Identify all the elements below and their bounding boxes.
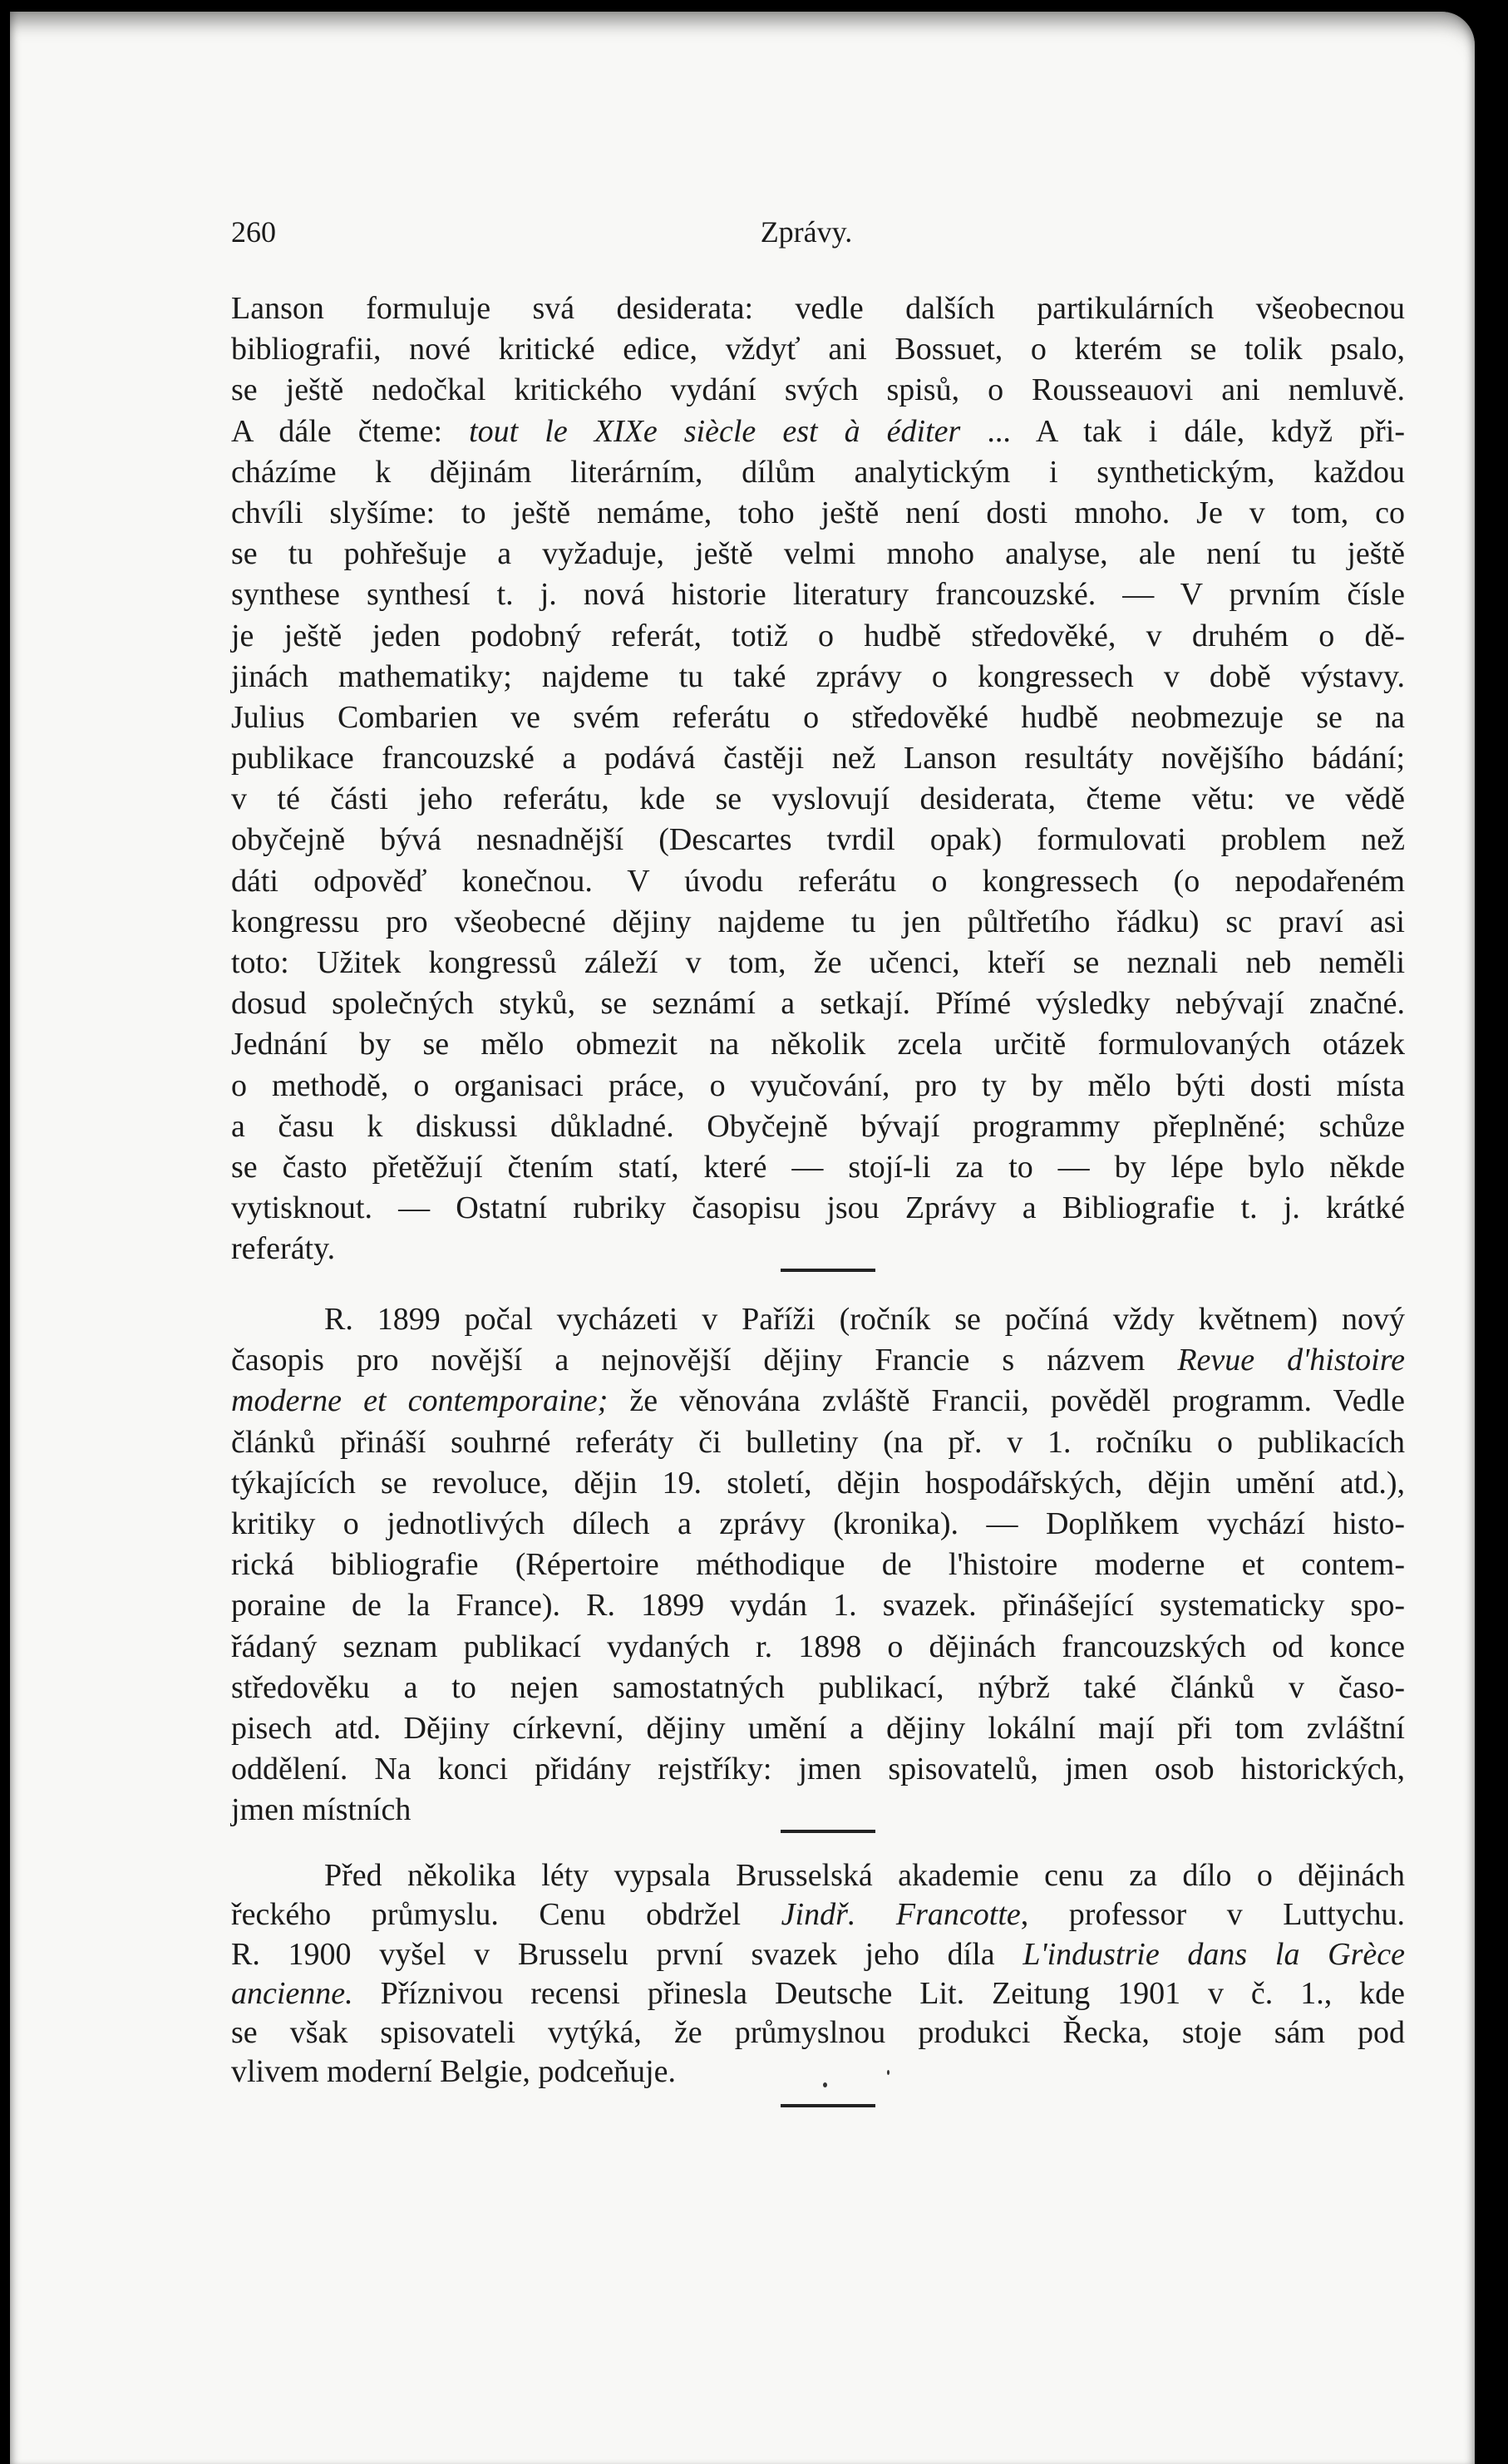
- text-segment: A dále čteme:: [231, 413, 470, 449]
- text-segment: kongressu pro všeobecné dějiny najdeme tu jen půltřetího řádku) sc praví asi: [231, 904, 1405, 939]
- text-line: [231, 1229, 1405, 1269]
- text-segment: referáty.: [231, 1231, 336, 1267]
- italic-title-text: L'industrie dans la Grèce: [1023, 1936, 1405, 1972]
- text-line: [231, 1463, 1405, 1504]
- text-line: [231, 1749, 1405, 1790]
- text-line: [231, 657, 1405, 697]
- text-line: [231, 493, 1405, 534]
- text-line: [231, 329, 1405, 370]
- text-segment: a času k diskussi důkladné. Obyčejně bývají programmy přeplněné; schůze: [231, 1108, 1405, 1144]
- text-segment: Julius Combarien ve svém referátu o středověké hudbě neobmezuje se na: [231, 699, 1405, 735]
- italic-title-text: ancienne.: [231, 1975, 353, 2011]
- text-line: [231, 779, 1405, 820]
- text-segment: toto: Užitek kongressů záleží v tom, že učenci, kteří se neznali neb neměli: [231, 945, 1405, 980]
- text-segment: je ještě jeden podobný referát, totiž o hudbě středověké, v druhém o dě-: [231, 618, 1405, 653]
- text-segment: publikace francouzské a podává častěji než Lanson resultáty novějšího bádání;: [231, 741, 1405, 776]
- ink-speck: [887, 2070, 890, 2075]
- page-header: [231, 214, 1405, 256]
- text-segment: cházíme k dějinám literárním, dílům analytickým i synthetickým, každou: [231, 454, 1405, 490]
- text-segment: vytisknout. — Ostatní rubriky časopisu jsou Zprávy a Bibliografie t. j. krátké: [231, 1190, 1405, 1226]
- text-segment: jmen místních: [231, 1792, 411, 1828]
- text-segment: že věnována zvláště Francii, pověděl programm. Vedle: [608, 1383, 1405, 1419]
- text-segment: středověku a to nejen samostatných publikací, nýbrž také článků v časo-: [231, 1669, 1405, 1705]
- text-segment: se tu pohřešuje a vyžaduje, ještě velmi mnoho analyse, ale není tu ještě: [231, 536, 1405, 572]
- text-segment: ... A tak i dále, když při-: [960, 413, 1405, 449]
- text-line: [231, 697, 1405, 738]
- text-segment: poraine de la France). R. 1899 vydán 1. svazek. přinášející systematicky spo-: [231, 1588, 1405, 1624]
- text-segment: článků přináší souhrné referáty či bulletiny (na př. v 1. ročníku o publikacích: [231, 1424, 1405, 1460]
- text-segment: Příznivou recensi přinesla Deutsche Lit. Zeitung 1901 v č. 1., kde: [352, 1975, 1405, 2011]
- text-segment: se však spisovateli vytýká, že průmyslnou produkci Řecka, stoje sám pod: [231, 2015, 1405, 2051]
- text-line: [231, 1585, 1405, 1626]
- text-line: [231, 1106, 1405, 1147]
- text-segment: vlivem moderní Belgie, podceňuje.: [231, 2054, 677, 2090]
- text-line: [231, 861, 1405, 902]
- text-line: [231, 738, 1405, 779]
- text-segment: bibliografii, nové kritické edice, vždyť ani Bossuet, o kterém se tolik psalo,: [231, 332, 1405, 367]
- text-line: [231, 288, 1405, 329]
- text-segment: týkajících se revoluce, dějin 19. století, dějin hospodářských, dějin umění atd.),: [231, 1465, 1405, 1501]
- text-line: [231, 2053, 1405, 2092]
- text-segment: , professor v Luttychu.: [1020, 1897, 1405, 1933]
- italic-title-text: tout le XIXe siècle est à éditer: [469, 413, 961, 449]
- text-segment: rická bibliografie (Répertoire méthodique de l'histoire moderne et contem-: [231, 1547, 1405, 1583]
- text-segment: se často přetěžují čtením statí, které — stojí-li za to — by lépe bylo někde: [231, 1149, 1405, 1185]
- text-line: [231, 1066, 1405, 1106]
- section-divider: [781, 2104, 875, 2107]
- text-segment: R. 1900 vyšel v Brusselu první svazek jeho díla: [231, 1936, 1023, 1972]
- text-line: [231, 616, 1405, 657]
- text-line: [231, 902, 1405, 943]
- text-line: [231, 452, 1405, 493]
- text-segment: oddělení. Na konci přidány rejstříky: jmen spisovatelů, jmen osob historických,: [231, 1752, 1405, 1787]
- text-segment: časopis pro novější a nejnovější dějiny Francie s názvem: [231, 1343, 1178, 1378]
- paragraph-francotte: [231, 1856, 1405, 2092]
- text-segment: dosud společných styků, se seznámí a setkají. Přímé výsledky nebývají značné.: [231, 986, 1405, 1022]
- text-segment: Jednání by se mělo obmezit na několik zcela určitě formulovaných otázek: [231, 1027, 1405, 1062]
- text-segment: R. 1899 počal vycházeti v Paříži (ročník se počíná vždy květnem) nový: [324, 1302, 1405, 1337]
- ink-speck: [823, 2082, 827, 2087]
- running-title: Zprávy.: [760, 215, 853, 249]
- text-line: [231, 370, 1405, 411]
- text-segment: synthese synthesí t. j. nová historie literatury francouzské. — V prvním čísle: [231, 577, 1405, 613]
- text-segment: Před několika léty vypsala Brusselská akademie cenu za dílo o dějinách: [324, 1858, 1405, 1893]
- text-segment: o methodě, o organisaci práce, o vyučování, pro ty by mělo býti dosti místa: [231, 1067, 1405, 1103]
- italic-title-text: moderne et contemporaine;: [231, 1383, 609, 1419]
- paragraph-lanson: [231, 288, 1405, 1270]
- text-line: [231, 2013, 1405, 2053]
- text-line: [231, 1895, 1405, 1934]
- text-segment: v té části jeho referátu, kde se vyslovují desiderata, čteme větu: ve vědě: [231, 781, 1405, 817]
- text-segment: chvíli slyšíme: to ještě nemáme, toho ještě není dosti mnoho. Je v tom, co: [231, 495, 1405, 530]
- text-line: [231, 1504, 1405, 1545]
- text-line: [231, 820, 1405, 860]
- text-line: [231, 1545, 1405, 1585]
- text-line: [231, 1668, 1405, 1708]
- text-segment: obyčejně bývá nesnadnější (Descartes tvrdil opak) formulovati problem než: [231, 822, 1405, 858]
- text-segment: řeckého průmyslu. Cenu obdržel: [231, 1897, 781, 1933]
- paragraph-revue-histoire: [231, 1299, 1405, 1831]
- text-line: [231, 534, 1405, 574]
- text-line: [231, 574, 1405, 615]
- text-line: [231, 1856, 1405, 1895]
- text-segment: jinách mathematiky; najdeme tu také zprávy o kongressech v době výstavy.: [231, 658, 1405, 694]
- text-line: [231, 1935, 1405, 1974]
- text-line: [231, 1024, 1405, 1065]
- text-segment: kritiky o jednotlivých dílech a zprávy (kronika). — Doplňkem vychází histo-: [231, 1506, 1405, 1541]
- text-line: [231, 1340, 1405, 1381]
- text-segment: pisech atd. Dějiny církevní, dějiny umění a dějiny lokální mají při tom zvláštní: [231, 1710, 1405, 1746]
- text-line: [231, 1974, 1405, 2013]
- text-segment: Lanson formuluje svá desiderata: vedle dalších partikulárních všeobecnou: [231, 291, 1405, 326]
- section-divider: [781, 1269, 875, 1272]
- italic-title-text: Revue d'histoire: [1177, 1343, 1405, 1378]
- italic-title-text: Jindř. Francotte: [781, 1897, 1021, 1933]
- text-line: [231, 983, 1405, 1024]
- text-line: [231, 411, 1405, 452]
- text-line: [231, 1627, 1405, 1668]
- page-number: 260: [231, 215, 276, 249]
- text-line: [231, 1708, 1405, 1749]
- text-line: [231, 1147, 1405, 1188]
- text-line: [231, 1790, 1405, 1831]
- text-line: [231, 943, 1405, 983]
- text-line: [231, 1422, 1405, 1463]
- text-line: [231, 1188, 1405, 1229]
- text-line: [231, 1299, 1405, 1340]
- text-segment: dáti odpověď konečnou. V úvodu referátu o kongressech (o nepodařeném: [231, 863, 1405, 899]
- text-line: [231, 1381, 1405, 1422]
- text-segment: se ještě nedočkal kritického vydání svých spisů, o Rousseauovi ani nemluvě.: [231, 372, 1405, 408]
- section-divider: [781, 1830, 875, 1833]
- text-segment: řádaný seznam publikací vydaných r. 1898 o dějinách francouzských od konce: [231, 1629, 1405, 1664]
